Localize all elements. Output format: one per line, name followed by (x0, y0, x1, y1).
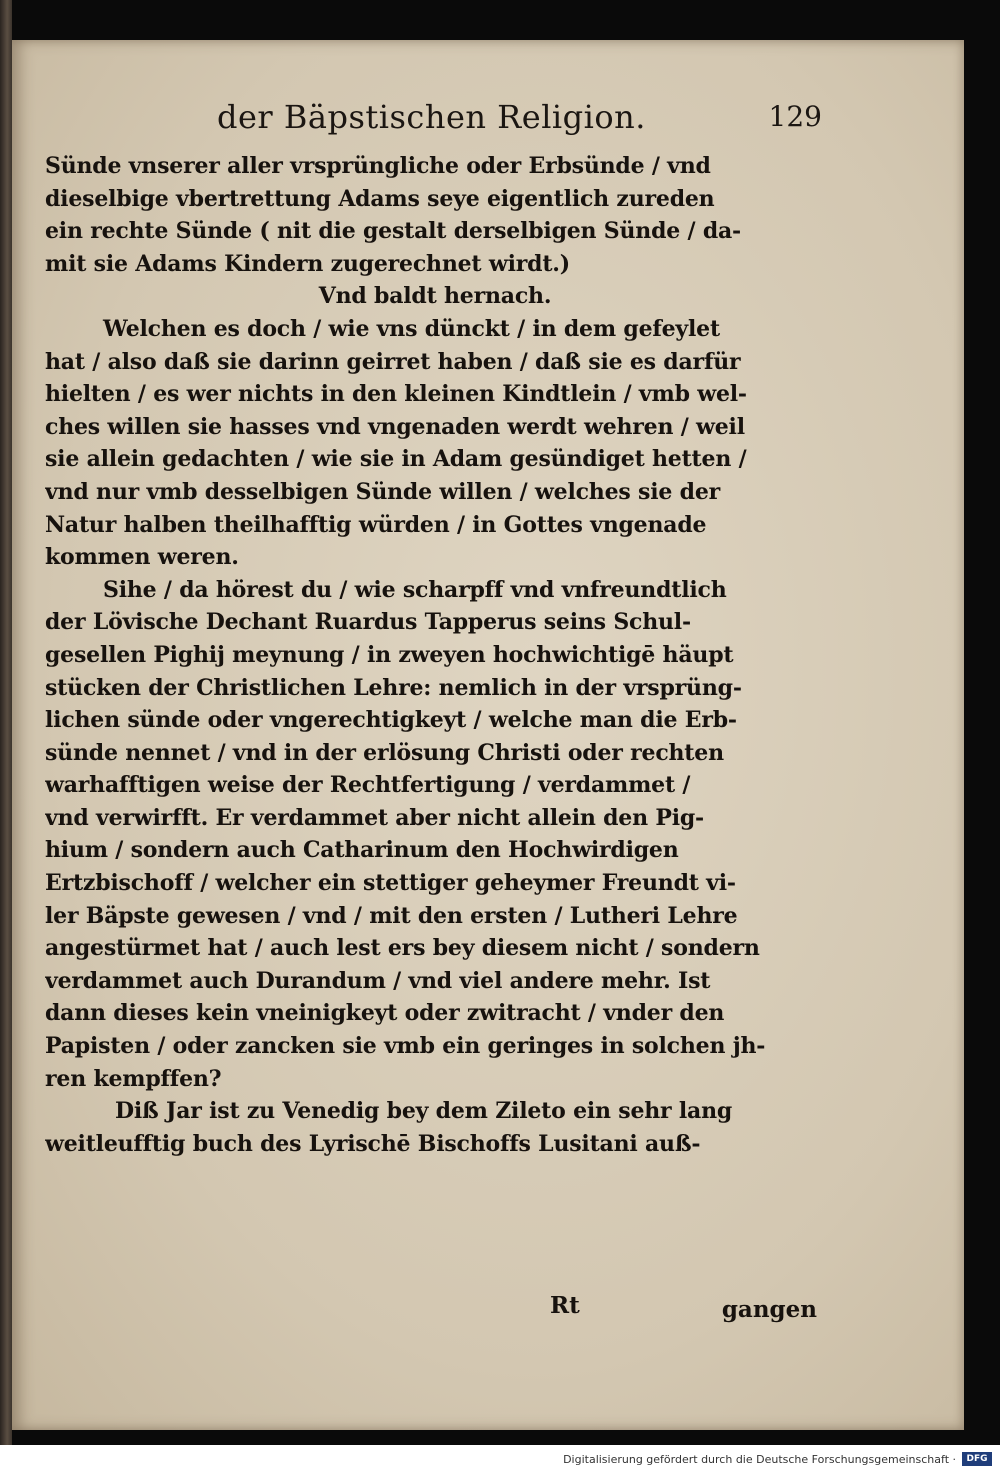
text-line: weitleufftig buch des Lyrischē Bischoffs Lusitani auß- (45, 1130, 701, 1157)
subheading: Vnd baldt hernach. (318, 283, 552, 310)
text-line: Ertzbischoff / welcher ein stettiger geheymer Freundt vi- (45, 870, 736, 897)
text-line: Sihe / da hörest du / wie scharpff vnd vnfreundtlich (103, 576, 727, 603)
text-line: ein rechte Sünde ( nit die gestalt derselbigen Sünde / da- (45, 218, 741, 245)
funding-credit: Digitalisierung gefördert durch die Deutsche Forschungsgemeinschaft · (563, 1453, 956, 1466)
text-line: Papisten / oder zancken sie vmb ein geringes in solchen jh- (45, 1033, 766, 1060)
digitization-footer (0, 1445, 1000, 1474)
body-text (45, 150, 825, 1323)
text-line: ren kempffen? (45, 1065, 222, 1092)
text-line: Welchen es doch / wie vns dünckt / in dem gefeylet (103, 315, 720, 342)
book-spine-edge (0, 0, 12, 1445)
text-line: gesellen Pighij meynung / in zweyen hochwichtigē häupt (45, 641, 734, 668)
text-line: Sünde vnserer aller vrsprüngliche oder Erbsünde / vnd (45, 153, 711, 179)
text-line: dieselbige vbertrettung Adams seye eigentlich zureden (45, 185, 715, 212)
text-line: hat / also daß sie darinn geirret haben / daß sie es darfür (45, 348, 741, 375)
dfg-logo: DFG (962, 1452, 992, 1466)
page-foot (45, 1292, 825, 1326)
text-line: der Lövische Dechant Ruardus Tapperus seins Schul- (45, 609, 691, 636)
text-line: Natur halben theilhafftig würden / in Gottes vngenade (45, 511, 707, 538)
text-line: verdammet auch Durandum / vnd viel andere mehr. Ist (45, 967, 711, 994)
text-line: mit sie Adams Kindern zugerechnet wirdt.) (45, 250, 570, 277)
text-line: kommen weren. (45, 544, 239, 571)
text-line: vnd verwirfft. Er verdammet aber nicht allein den Pig- (45, 804, 704, 831)
text-line: dann dieses kein vneinigkeyt oder zwitracht / vnder den (45, 1000, 725, 1027)
text-line: hielten / es wer nichts in den kleinen Kindtlein / vmb wel- (45, 381, 747, 408)
catchword: gangen (721, 1296, 817, 1323)
text-line: sie allein gedachten / wie sie in Adam gesündiget hetten / (45, 446, 747, 473)
signature-mark: Rt (550, 1292, 580, 1319)
page-number: 129 (768, 100, 822, 133)
page-header (217, 98, 822, 142)
text-line: lichen sünde oder vngerechtigkeyt / welche man die Erb- (45, 707, 737, 734)
text-line: angestürmet hat / auch lest ers bey diesem nicht / sondern (45, 935, 760, 962)
text-line: ler Bäpste gewesen / vnd / mit den ersten / Lutheri Lehre (45, 902, 738, 929)
text-line: ches willen sie hasses vnd vngenaden werdt wehren / weil (45, 413, 745, 440)
book-page (12, 40, 964, 1430)
text-line: vnd nur vmb desselbigen Sünde willen / welches sie der (45, 478, 721, 505)
text-line: warhafftigen weise der Rechtfertigung / verdammet / (45, 772, 691, 799)
running-head: der Bäpstischen Religion. (217, 98, 646, 136)
text-line: sünde nennet / vnd in der erlösung Christi oder rechten (45, 739, 724, 766)
text-line: hium / sondern auch Catharinum den Hochwirdigen (45, 837, 679, 864)
text-line: stücken der Christlichen Lehre: nemlich in der vrsprüng- (45, 674, 742, 701)
text-line: Diß Jar ist zu Venedig bey dem Zileto ein sehr lang (115, 1098, 733, 1125)
